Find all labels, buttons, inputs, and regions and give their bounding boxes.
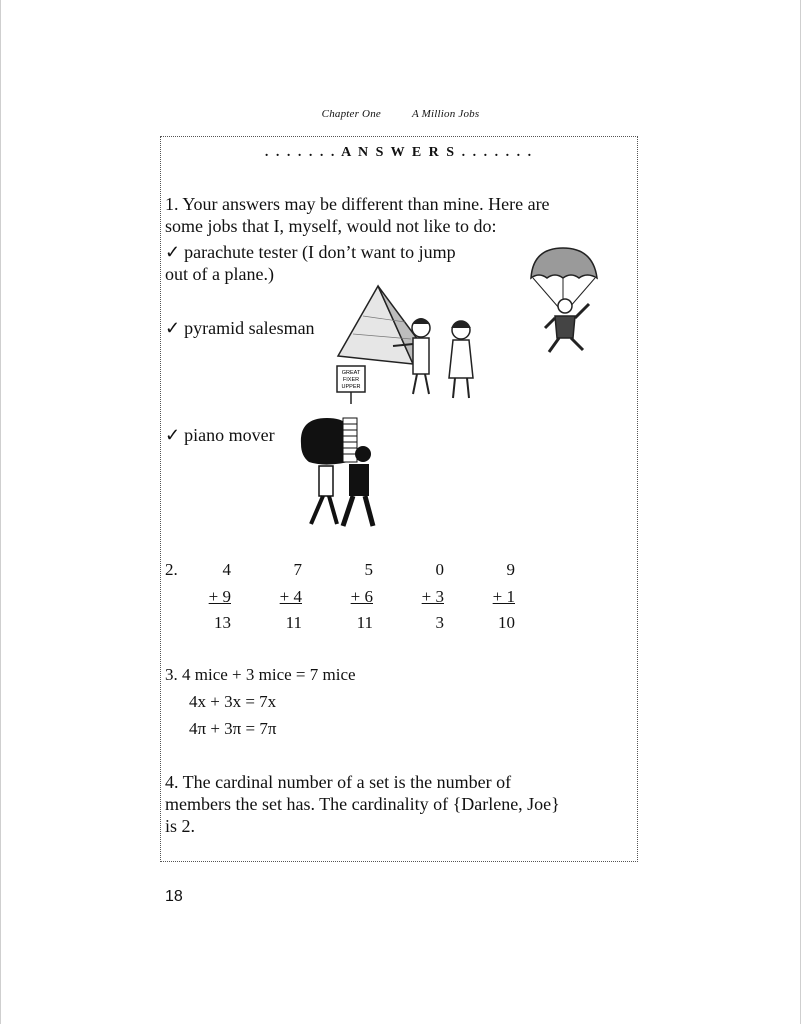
sign-text-fixer: FIXER — [342, 377, 360, 383]
chapter-title: A Million Jobs — [411, 108, 480, 120]
q4-line1: 4. The cardinal number of a set is the number of — [165, 772, 512, 792]
q2-top-number: 4 — [222, 560, 231, 579]
q4-line2: members the set has. The cardinality of {Darlene, Joe} — [165, 794, 560, 814]
parachute-illustration — [525, 244, 605, 359]
q2-sum: 11 — [356, 613, 373, 632]
item-parachute-text: parachute tester (I don’t want to jump — [184, 242, 456, 262]
q1-item-parachute — [165, 241, 456, 264]
q1-line2: some jobs that I, myself, would not like to do: — [165, 216, 497, 236]
piano-illustration — [297, 414, 383, 532]
q2-sum: 3 — [435, 613, 444, 632]
sign-text-great: GREAT — [341, 370, 361, 376]
q2-addend: + 3 — [421, 587, 444, 606]
q2-addend: + 6 — [350, 587, 373, 606]
q1-item-pyramid — [165, 317, 315, 340]
q2-addend: + 1 — [492, 587, 515, 606]
q3-line2: 4x + 3x = 7x — [189, 692, 277, 711]
q2-label: 2. — [165, 560, 178, 579]
q2-sum: 13 — [214, 613, 231, 632]
answers-title: . . . . . . . A N S W E R S . . . . . . . — [264, 145, 534, 160]
sign-text-upper: UPPER — [341, 384, 361, 390]
item-piano-text: piano mover — [184, 425, 275, 445]
q2-addend: + 4 — [279, 587, 302, 606]
q2-top-number: 0 — [435, 560, 444, 579]
running-header — [0, 108, 801, 120]
q1-line1: 1. Your answers may be different than mine. Here are — [165, 194, 550, 214]
q3-line1: 3. 4 mice + 3 mice = 7 mice — [165, 665, 356, 684]
pyramid-illustration — [333, 284, 483, 406]
check-icon: ✓ — [165, 318, 181, 338]
q2-top-number: 7 — [293, 560, 302, 579]
q1-item-piano — [165, 424, 275, 447]
q2-top-number: 9 — [506, 560, 515, 579]
q3-line3: 4π + 3π = 7π — [189, 719, 277, 738]
page-edge-left — [0, 0, 1, 1024]
chapter-label: Chapter One — [321, 108, 381, 120]
q2-top-number: 5 — [364, 560, 373, 579]
page-number: 18 — [165, 888, 183, 905]
q2-addend: + 9 — [208, 587, 231, 606]
check-icon: ✓ — [165, 425, 181, 445]
item-pyramid-text: pyramid salesman — [184, 318, 315, 338]
q2-sum: 11 — [285, 613, 302, 632]
q1-item-parachute-cont: out of a plane.) — [165, 264, 274, 284]
q2-sum: 10 — [498, 613, 515, 632]
q4-line3: is 2. — [165, 816, 196, 836]
check-icon: ✓ — [165, 242, 181, 262]
